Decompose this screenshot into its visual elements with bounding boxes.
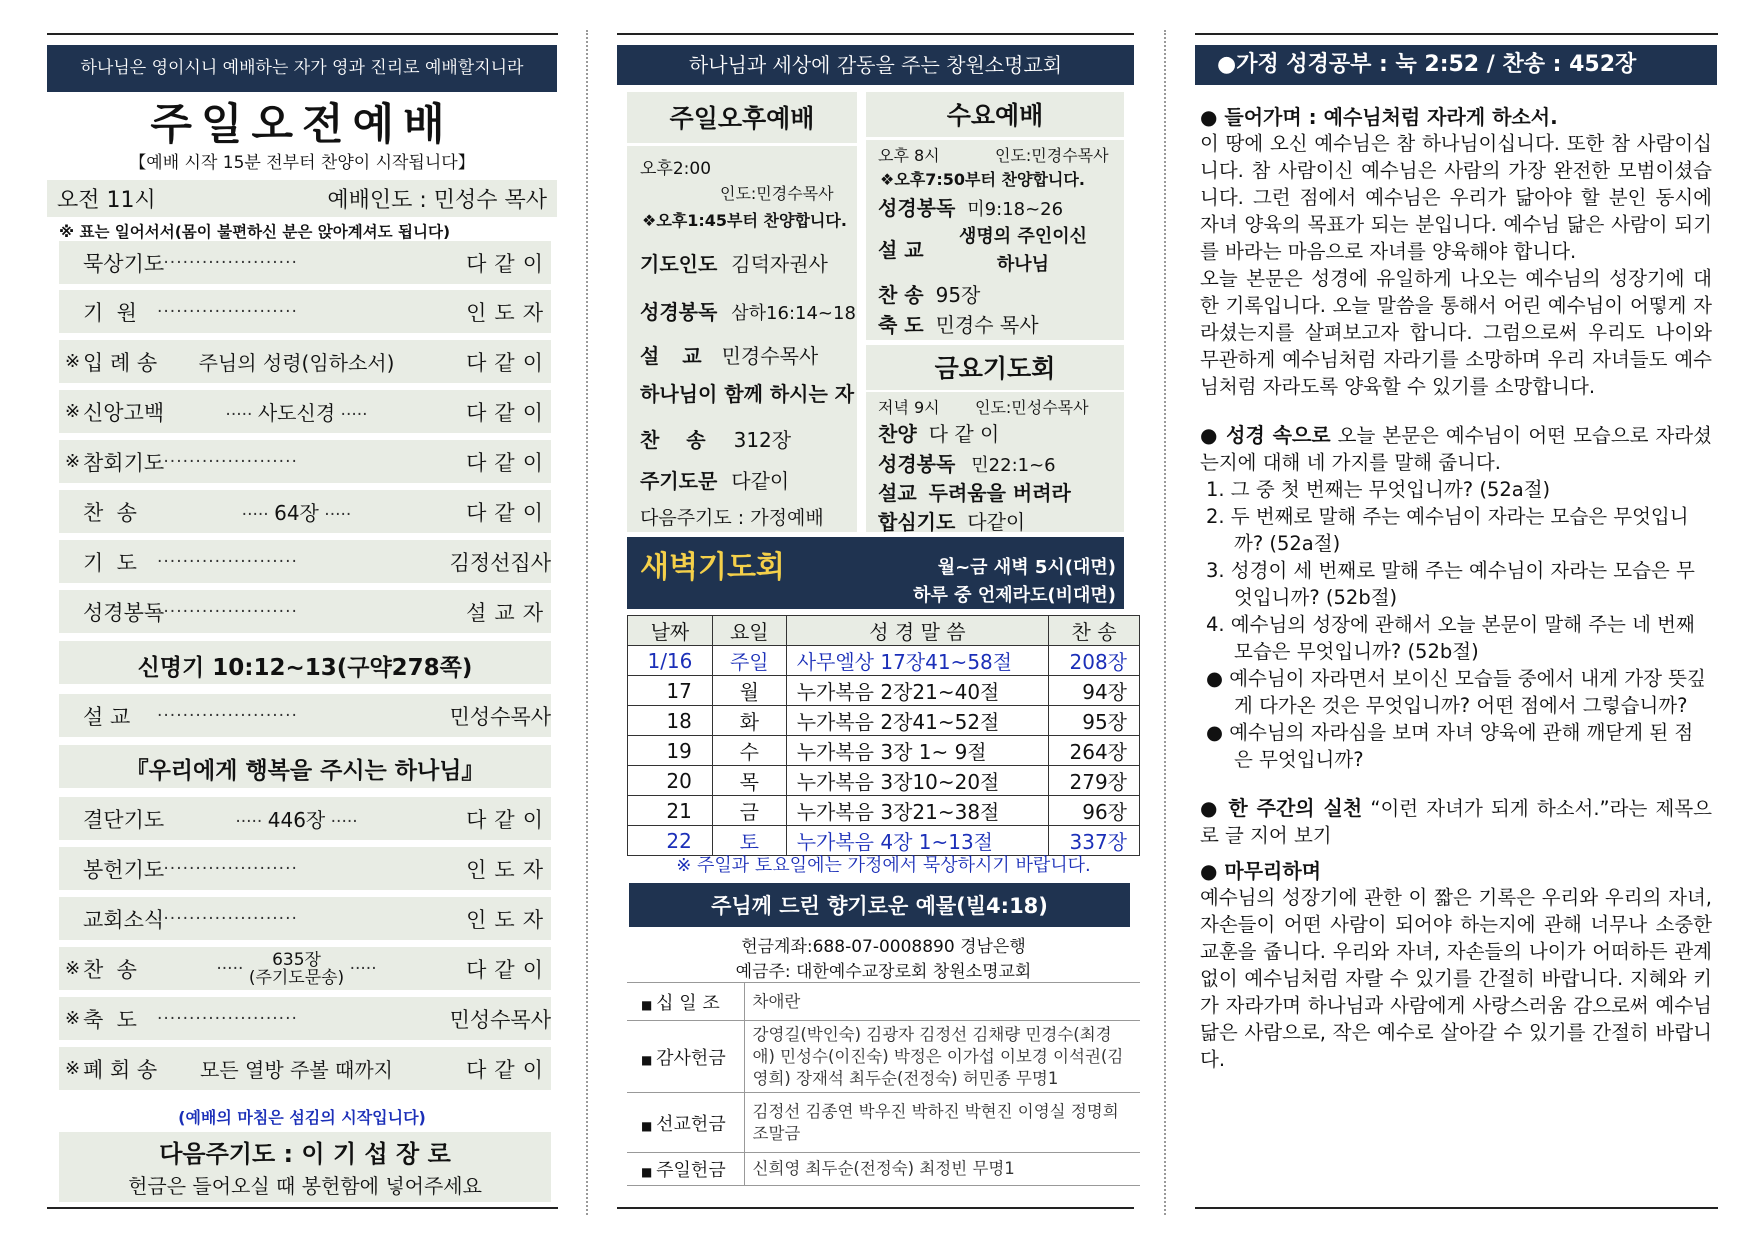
wed-sermon-label: 설 교 (878, 238, 924, 262)
service-time: 오전 11시 (57, 188, 156, 213)
order-responsible: 다같이 (466, 1057, 551, 1082)
order-row (59, 440, 551, 483)
order-label: 봉헌기도 (83, 857, 165, 882)
table-cell: 96장 (1049, 796, 1140, 826)
offering-category-label: 감사헌금 (656, 1047, 726, 1069)
order-responsible: 다같이 (466, 807, 551, 832)
fold-line (1164, 30, 1166, 1215)
standing-mark: ※ (65, 351, 81, 372)
order-label: 묵상기도 (83, 251, 165, 276)
column-header: 찬 송 (1049, 616, 1140, 646)
table-cell: 누가복음 3장10~20절 (786, 766, 1048, 796)
order-label: 기 원 (83, 300, 137, 325)
question-item: 4. 예수님의 성장에 관해서 오늘 본문이 말해 주는 네 번째 모습은 무엇입니까? (52b절) (1206, 613, 1695, 663)
column-header: 성 경 말 씀 (786, 616, 1048, 646)
practice-text: “이런 자녀가 되게 하소서.”라는 제목으로 글 지어 보기 (1200, 797, 1713, 847)
fri-title: 금요기도회 (934, 354, 1056, 383)
pm-prayer-label: 기도인도 (640, 252, 718, 276)
order-responsible: 김정선집사 (449, 550, 551, 575)
leader-dots: ······················ (157, 858, 298, 879)
bullet-icon: ■ (641, 997, 657, 1012)
leader-dots: ······················ (157, 252, 298, 273)
offering-note: 헌금은 들어오실 때 봉헌함에 넣어주세요 (128, 1174, 482, 1198)
pm-leader: 인도:민경수목사 (720, 184, 834, 203)
pm-time: 오후2:00 (640, 159, 712, 179)
closing-heading: ● 마무리하며 (1200, 859, 1322, 883)
offering-title: 주님께 드린 향기로운 예물(빌4:18) (711, 894, 1048, 918)
morning-service-column (47, 33, 557, 247)
order-responsible: 설교자 (466, 600, 551, 625)
table-cell: 누가복음 4장 1~13절 (786, 826, 1048, 856)
order-detail-text: 모든 열방 주볼 때까지 (200, 1058, 393, 1082)
service-subtitle: 【예배 시작 15분 전부터 찬양이 시작됩니다】 (129, 153, 475, 173)
order-responsible: 민성수목사 (449, 1007, 551, 1032)
table-cell: 누가복음 2장21~40절 (786, 676, 1048, 706)
pm-reading-label: 성경봉독 (640, 300, 718, 324)
fri-reading-label: 성경봉독 (878, 452, 956, 476)
wed-hymn-label: 찬 송 (878, 283, 924, 307)
table-cell: 94장 (1049, 676, 1140, 706)
standing-mark: ※ (65, 1008, 81, 1029)
table-cell: 누가복음 3장 1~ 9절 (786, 736, 1048, 766)
leader-dots: ······················ (157, 451, 298, 472)
pm-sermon-title: 하나님이 함께 하시는 자 (640, 382, 855, 406)
order-detail (157, 1054, 436, 1083)
offering-category (627, 1093, 744, 1153)
offering-category (627, 983, 744, 1021)
intro-paragraph-1: 이 땅에 오신 예수님은 참 하나님이십니다. 또한 참 사람이십니다. 참 사람이신 예수님은 사람의 가장 완전한 모범이셨습니다. 그런 점에서 예수님은 우리가 닮아야 할 분인 동시에 자녀 양육의 목표가 되는 분입니다. 예수님 닮은 사람이 되기를 바라는 마음으로 자녀를 양육해야 합니다. (1200, 132, 1712, 263)
order-detail (157, 397, 436, 426)
bottom-rule (1195, 1207, 1718, 1209)
order-row (59, 540, 551, 583)
offering-row (627, 983, 1140, 1021)
order-responsible: 다같이 (466, 350, 551, 375)
intro-paragraph-2: 오늘 본문은 성경에 유일하게 나오는 예수님의 성장기에 대한 기록입니다. 오늘 말씀을 통해서 어린 예수님이 어떻게 자라셨는지를 살펴보고자 합니다. 그럼으로써 우리도 나이와 무관하게 예수님처럼 자라기를 소망하며 우리 자녀들도 예수님처럼 자라도록 양육할 수 있기를 소망합니다. (1200, 267, 1712, 398)
order-responsible: 다같이 (466, 251, 551, 276)
order-row (59, 590, 551, 633)
table-cell: 사무엘상 17장41~58절 (786, 646, 1048, 676)
leader-dots: ······················ (157, 908, 298, 929)
order-row (59, 847, 551, 890)
order-label: 축 도 (83, 1007, 137, 1032)
order-row (59, 797, 551, 840)
offering-table (627, 982, 1140, 1186)
offering-category (627, 1153, 744, 1186)
fri-prayer-value: 다같이 (967, 510, 1026, 534)
order-responsible: 다같이 (466, 450, 551, 475)
bottom-rule (617, 1207, 1134, 1209)
table-cell: 18 (628, 706, 713, 736)
fri-sermon-title: 두려움을 버려라 (928, 481, 1071, 505)
leader-dots: ····· (216, 958, 249, 979)
fri-prayer-label: 합심기도 (878, 510, 956, 534)
order-detail (157, 497, 436, 526)
question-item: ● 예수님이 자라면서 보이신 모습들 중에서 내게 가장 뜻깊게 다가온 것은 무엇입니까? 어떤 점에서 그렇습니까? (1206, 667, 1706, 717)
offering-row (627, 1153, 1140, 1186)
standing-mark: ※ (65, 958, 81, 979)
question-item: 3. 성경이 세 번째로 말해 주는 예수님이 자라는 모습은 무엇입니까? (52b절) (1206, 559, 1695, 609)
table-cell: 208장 (1049, 646, 1140, 676)
table-cell: 누가복음 3장21~38절 (786, 796, 1048, 826)
offering-names: 신희영 최두순(전정숙) 최정빈 무명1 (744, 1153, 1140, 1186)
leader-dots: ····· (235, 812, 268, 832)
offering-names: 김정선 김종연 박우진 박하진 박현진 이영실 정명희 조말금 (744, 1093, 1140, 1153)
reading-schedule (627, 615, 1140, 856)
order-label: 찬 송 (83, 957, 137, 982)
bullet-icon: ■ (641, 1118, 657, 1133)
study-banner: ●가정 성경공부 : 눅 2:52 / 찬송 : 452장 (1195, 45, 1717, 85)
order-responsible: 다같이 (466, 957, 551, 982)
practice-heading: ● 한 주간의 실천 (1200, 796, 1363, 820)
table-cell: 95장 (1049, 706, 1140, 736)
dawn-title: 새벽기도회 (640, 550, 785, 585)
pm-lords-prayer-value: 다같이 (731, 469, 790, 493)
standing-mark: ※ (65, 451, 81, 472)
fri-praise-label: 찬양 (878, 422, 917, 446)
table-row (628, 796, 1140, 826)
table-header (628, 616, 1140, 646)
bible-intro: 오늘 본문은 예수님이 어떤 모습으로 자라셨는지에 대해 네 가지를 말해 줍니다. (1200, 424, 1712, 474)
offering-list (627, 982, 1140, 1186)
order-label: 찬 송 (83, 500, 137, 525)
order-label: 입 례 송 (83, 350, 158, 375)
standing-mark: ※ (65, 1058, 81, 1079)
offering-category-label: 주일헌금 (656, 1160, 726, 1181)
bullet-icon: ■ (641, 1052, 657, 1067)
wed-time: 오후 8시 (878, 146, 940, 165)
fold-line (586, 30, 588, 1215)
wed-blessing-value: 민경수 목사 (935, 313, 1039, 337)
table-cell: 19 (628, 736, 713, 766)
table-cell: 누가복음 2장41~52절 (786, 706, 1048, 736)
fri-sermon-label: 설교 (878, 481, 917, 505)
table-cell: 20 (628, 766, 713, 796)
offering-holder: 예금주: 대한예수교장로회 창원소명교회 (735, 962, 1032, 982)
order-row (59, 897, 551, 940)
pm-praise: ❖오후1:45부터 찬양합니다. (642, 211, 847, 230)
offering-account: 헌금계좌:688-07-0008890 경남은행 (741, 937, 1026, 957)
closing-paragraph: 예수님의 성장기에 관한 이 짧은 기록은 우리와 우리의 자녀, 자손들이 어떤 사람이 되어야 하는지에 관해 너무나 소중한 교훈을 줍니다. 우리와 자녀, 자손들의 나이가 어떠하든 관계없이 예수님처럼 자랄 수 있기를 간절히 바랍니다. 지혜와 키가 자라가며 하나님과 사람에게 사랑스러움 감으로써 예수님 닮은 사람으로, 작은 예수로 살아갈 수 있기를 간절히 바랍니다. (1200, 886, 1712, 1071)
pm-hymn-value: 312장 (733, 428, 792, 452)
table-cell: 주일 (712, 646, 786, 676)
order-detail-text: 446장 (267, 808, 326, 832)
order-detail-subtext: (주기도문송) (248, 967, 345, 987)
home-study-column (1195, 33, 1717, 85)
service-leader: 예배인도 : 민성수 목사 (327, 188, 547, 213)
bullet-icon: ■ (641, 1165, 657, 1179)
leader-dots: ······················ (157, 301, 298, 322)
table-cell: 337장 (1049, 826, 1140, 856)
leader-dots: ······················ (157, 551, 298, 572)
table-cell: 21 (628, 796, 713, 826)
table-cell: 월 (712, 676, 786, 706)
intro-heading: ● 들어가며 : 예수님처럼 자라게 하소서. (1200, 105, 1558, 129)
sermon-row (59, 694, 551, 737)
sermon-preacher: 민성수목사 (449, 704, 551, 729)
column-header: 날짜 (628, 616, 713, 646)
order-label: 기 도 (83, 550, 137, 575)
order-detail-text: 635장 (272, 950, 321, 970)
fri-praise-value: 다 같 이 (928, 422, 1000, 446)
order-responsible: 다같이 (466, 500, 551, 525)
pm-reading-value: 삼하16:14~18 (731, 303, 856, 324)
table-cell: 264장 (1049, 736, 1140, 766)
offering-category (627, 1021, 744, 1093)
order-detail-text: 64장 (274, 501, 319, 525)
order-responsible: 다같이 (466, 400, 551, 425)
pm-sermon-preacher: 민경수목사 (721, 344, 819, 368)
wed-blessing-label: 축 도 (878, 313, 924, 337)
end-note: (예배의 마침은 섬김의 시작입니다) (178, 1108, 426, 1127)
table-cell: 토 (712, 826, 786, 856)
table-cell: 금 (712, 796, 786, 826)
table-row (628, 646, 1140, 676)
order-detail (157, 347, 436, 376)
leader-dots: ······················ (157, 601, 298, 622)
column-header: 요일 (712, 616, 786, 646)
church-banner: 하나님과 세상에 감동을 주는 창원소명교회 (617, 45, 1134, 85)
table-cell: 22 (628, 826, 713, 856)
wed-praise: ❖오후7:50부터 찬양합니다. (880, 170, 1085, 189)
wed-reading-label: 성경봉독 (878, 196, 956, 220)
table-row (628, 736, 1140, 766)
sermon-label: 설 교 (83, 704, 131, 729)
order-row (59, 490, 551, 533)
dawn-online: 하루 중 언제라도(비대면) (913, 585, 1116, 606)
leader-dots: ····· (225, 405, 258, 425)
reading-table (627, 615, 1140, 856)
order-row (59, 1047, 551, 1090)
offering-names: 강영길(박인숙) 김광자 김정선 김채량 민경수(최경애) 민성수(이진숙) 박정은 이가섭 이보경 이석권(김영희) 장재석 최두순(전정숙) 허민종 무명1 (744, 1021, 1140, 1093)
pm-prayer-value: 김덕자권사 (731, 252, 828, 276)
bottom-rule (47, 1207, 558, 1209)
pm-title: 주일오후예배 (669, 104, 815, 133)
order-detail (157, 804, 436, 833)
table-row (628, 676, 1140, 706)
table-row (628, 766, 1140, 796)
order-row (59, 290, 551, 333)
pm-sermon-label: 설 교 (640, 344, 710, 368)
time-bar (47, 180, 557, 217)
order-responsible: 인도자 (466, 857, 551, 882)
table-cell: 17 (628, 676, 713, 706)
order-detail-text: 사도신경 (257, 401, 336, 425)
order-label: 참회기도 (83, 450, 165, 475)
bible-heading: ● 성경 속으로 (1200, 423, 1331, 447)
question-item: ● 예수님의 자라심을 보며 자녀 양육에 관해 깨닫게 된 점은 무엇입니까? (1206, 721, 1694, 771)
order-responsible: 인도자 (466, 907, 551, 932)
leader-dots: ····· (344, 958, 377, 979)
fri-reading-value: 민22:1~6 (971, 455, 1056, 476)
leader-dots: ······················ (157, 705, 298, 726)
wed-hymn-value: 95장 (935, 283, 981, 307)
wed-leader: 인도:민경수목사 (995, 146, 1109, 165)
order-row (59, 340, 551, 383)
pm-hymn-label: 찬 송 (640, 428, 716, 452)
order-row (59, 997, 551, 1040)
next-prayer: 다음주기도 : 이 기 섭 장 로 (159, 1140, 451, 1168)
offering-category-label: 선교헌금 (656, 1113, 726, 1135)
study-body (1200, 101, 1712, 1073)
table-note: ※ 주일과 토요일에는 가정에서 묵상하시기 바랍니다. (676, 855, 1091, 876)
offering-row (627, 1021, 1140, 1093)
order-label: 폐 회 송 (83, 1057, 158, 1082)
leader-dots: ····· (318, 505, 352, 525)
scripture-reference: 신명기 10:12~13(구약278쪽) (137, 655, 473, 681)
order-label: 신앙고백 (83, 400, 165, 425)
question-item: 2. 두 번째로 말해 주는 예수님이 자라는 모습은 무엇입니까? (52a절) (1206, 505, 1689, 555)
dawn-schedule: 월~금 새벽 5시(대면) (937, 557, 1116, 578)
wed-sermon-title: 생명의 주인이신 하나님 (959, 226, 1087, 275)
question-item: 1. 그 중 첫 번째는 무엇입니까? (52a절) (1206, 478, 1551, 501)
events-column (617, 33, 1134, 85)
order-label: 교회소식 (83, 907, 165, 932)
offering-category-label: 십 일 조 (656, 992, 720, 1014)
leader-dots: ····· (325, 812, 358, 832)
standing-mark: ※ (65, 401, 81, 422)
pm-lords-prayer-label: 주기도문 (640, 469, 718, 493)
fri-leader: 인도:민성수목사 (975, 398, 1089, 417)
fri-time: 저녁 9시 (878, 398, 940, 417)
offering-names: 차애란 (744, 983, 1140, 1021)
table-cell: 1/16 (628, 646, 713, 676)
order-label: 결단기도 (83, 807, 165, 832)
order-label: 성경봉독 (83, 600, 165, 625)
page-title: 주일오전예배 (150, 100, 454, 150)
table-row (628, 706, 1140, 736)
pm-next-prayer: 다음주기도 : 가정예배 (640, 507, 824, 529)
order-row (59, 241, 551, 284)
sermon-title: 『우리에게 행복을 주시는 하나님』 (125, 758, 485, 784)
leader-dots: ····· (241, 505, 275, 525)
table-cell: 수 (712, 736, 786, 766)
order-responsible: 인도자 (466, 300, 551, 325)
leader-dots: ······················ (157, 1008, 298, 1029)
order-row (59, 390, 551, 433)
standing-note: ※ 표는 일어서서(몸이 불편하신 분은 앉아계셔도 됩니다) (59, 223, 451, 241)
offering-row (627, 1093, 1140, 1153)
order-row (59, 947, 551, 990)
verse-banner: 하나님은 영이시니 예배하는 자가 영과 진리로 예배할지니라 (47, 45, 557, 92)
table-cell: 목 (712, 766, 786, 796)
order-detail (157, 951, 436, 987)
leader-dots: ····· (335, 405, 368, 425)
question-list (1200, 476, 1712, 773)
wed-title: 수요예배 (946, 101, 1044, 130)
table-cell: 화 (712, 706, 786, 736)
order-detail-text: 주님의 성령(임하소서) (198, 351, 395, 375)
table-cell: 279장 (1049, 766, 1140, 796)
wed-reading-value: 미9:18~26 (967, 199, 1064, 220)
